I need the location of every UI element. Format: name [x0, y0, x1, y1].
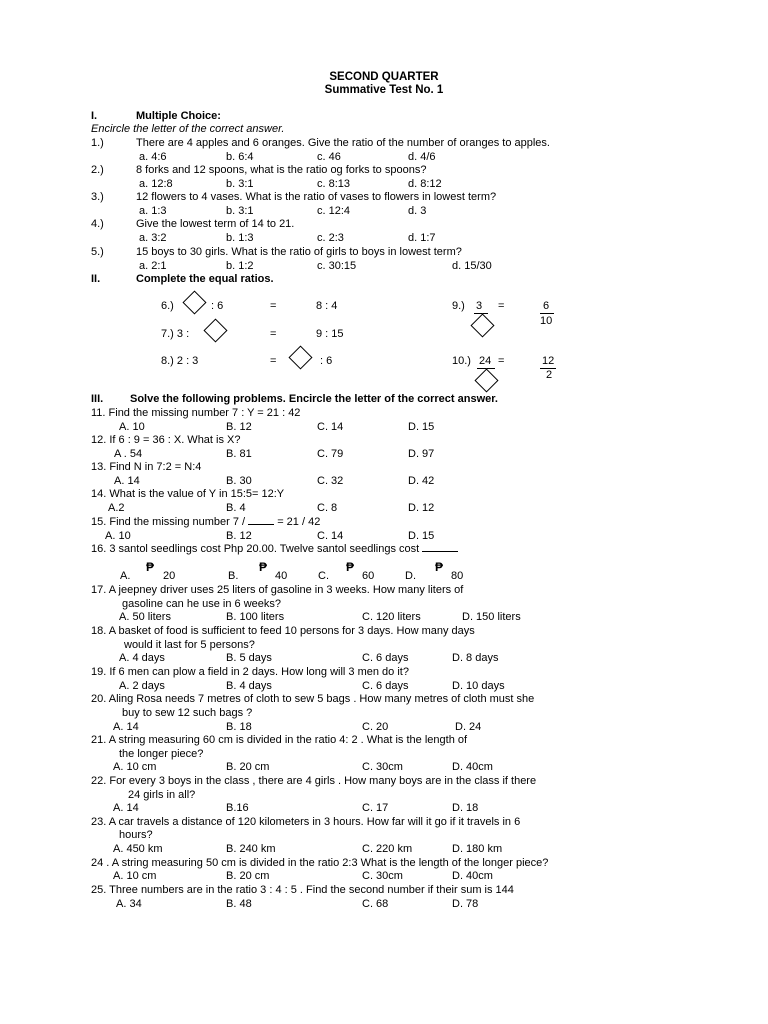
question-text: 25. Three numbers are in the ratio 3 : 4 : 5 . Find the second number if their sum is 144 [91, 884, 514, 896]
question-text-cont: gasoline can he use in 6 weeks? [122, 598, 281, 610]
choice-b[interactable]: B. 4 [226, 502, 246, 514]
answer-box-diamond[interactable] [203, 318, 227, 342]
choice-a[interactable]: A. 450 km [113, 843, 163, 855]
ratio-text: : 6 [320, 355, 333, 367]
choice-d[interactable]: D. 24 [455, 721, 482, 733]
part2-roman: II. [91, 273, 101, 285]
choice-c[interactable]: C. 20 [362, 721, 389, 733]
choice-b[interactable]: B. 48 [226, 898, 252, 910]
choice-a[interactable]: a. 3:2 [139, 232, 167, 244]
question-text: Give the lowest term of 14 to 21. [136, 218, 295, 230]
choice-b[interactable]: b. 6:4 [226, 151, 254, 163]
part1-roman: I. [91, 110, 98, 122]
choice-c[interactable]: C. 220 km [362, 843, 413, 855]
ratio-text: : 6 [211, 300, 224, 312]
item-number: 2.) [91, 164, 104, 176]
choice-c[interactable]: C. 79 [317, 448, 344, 460]
choice-b[interactable]: B. 12 [226, 421, 252, 433]
answer-blank[interactable] [248, 524, 274, 525]
choice-a[interactable]: a. 4:6 [139, 151, 167, 163]
choice-c[interactable]: C. 14 [317, 530, 344, 542]
choice-d-label[interactable]: D. [405, 570, 416, 582]
question-text-cont: 24 girls in all? [128, 789, 196, 801]
equals-sign: = [270, 355, 277, 367]
peso-icon: ₱ [435, 560, 444, 574]
answer-box-diamond[interactable] [288, 345, 312, 369]
peso-icon: ₱ [259, 560, 268, 574]
ratio-text: 9 : 15 [316, 328, 344, 340]
item-number: 10.) [452, 355, 471, 367]
test-title-line2: Summative Test No. 1 [324, 84, 444, 96]
question-text: There are 4 apples and 6 oranges. Give the ratio of the number of oranges to apples. [136, 137, 550, 149]
choice-c[interactable]: C. 68 [362, 898, 389, 910]
choice-a[interactable]: a. 1:3 [139, 205, 167, 217]
choice-a[interactable]: A. 10 [105, 530, 131, 542]
question-text [91, 516, 320, 529]
choice-b[interactable]: B. 81 [226, 448, 252, 460]
test-title-line1: SECOND QUARTER [329, 71, 439, 83]
choice-a[interactable]: A.2 [108, 502, 125, 514]
peso-icon: ₱ [146, 560, 155, 574]
choice-d[interactable]: d. 15/30 [452, 260, 492, 272]
choice-c[interactable]: C. 8 [317, 502, 338, 514]
question-text: 22. For every 3 boys in the class , there are 4 girls . How many boys are in the class if there [91, 775, 537, 787]
question-text: 8 forks and 12 spoons, what is the ratio og forks to spoons? [136, 164, 427, 176]
fraction-numerator: 3 [476, 300, 483, 312]
answer-blank[interactable] [422, 551, 458, 552]
choice-c[interactable]: c. 46 [317, 151, 341, 163]
choice-d[interactable]: D. 15 [408, 530, 435, 542]
item-number: 9.) [452, 300, 465, 312]
question-text: 17. A jeepney driver uses 25 liters of gasoline in 3 weeks. How many liters of [91, 584, 464, 596]
question-text [91, 543, 458, 556]
choice-c[interactable]: C. 6 days [362, 652, 409, 664]
question-text: 24 . A string measuring 50 cm is divided in the ratio 2:3 What is the length of the longer piece? [91, 857, 549, 869]
choice-a[interactable]: A. 14 [113, 802, 139, 814]
choice-a[interactable]: A. 14 [113, 721, 139, 733]
choice-d[interactable]: D. 10 days [452, 680, 505, 692]
ratio-text: 8 : 4 [316, 300, 338, 312]
question-text: 14. What is the value of Y in 15:5= 12:Y [91, 488, 285, 500]
question-text: 13. Find N in 7:2 = N:4 [91, 461, 202, 473]
choice-b[interactable]: B. 4 days [226, 680, 272, 692]
question-text-end: = 21 / 42 [274, 516, 321, 528]
part1-instruction: Encircle the letter of the correct answer. [91, 123, 285, 135]
choice-a[interactable]: A. 2 days [119, 680, 165, 692]
part1-heading: Multiple Choice: [136, 110, 221, 122]
part3-heading: Solve the following problems. Encircle the letter of the correct answer. [130, 393, 498, 405]
fraction-denominator: 2 [546, 369, 553, 381]
question-text: 12. If 6 : 9 = 36 : X. What is X? [91, 434, 241, 446]
choice-a-value: 20 [163, 570, 176, 582]
question-text: 15 boys to 30 girls. What is the ratio of girls to boys in lowest term? [136, 246, 462, 258]
fraction-bar [540, 313, 554, 314]
choice-d[interactable]: D. 42 [408, 475, 435, 487]
choice-c[interactable]: c. 12:4 [317, 205, 351, 217]
equals-sign: = [498, 300, 505, 312]
item-number: 4.) [91, 218, 104, 230]
choice-a[interactable]: a. 12:8 [139, 178, 173, 190]
choice-d[interactable]: D. 97 [408, 448, 435, 460]
choice-d-value: 80 [451, 570, 464, 582]
choice-a[interactable]: A. 34 [116, 898, 142, 910]
choice-a[interactable]: A. 10 cm [113, 870, 157, 882]
choice-c-label[interactable]: C. [318, 570, 329, 582]
equals-sign: = [270, 328, 277, 340]
choice-a-label[interactable]: A. [120, 570, 131, 582]
choice-c[interactable]: C. 30cm [362, 870, 403, 882]
question-text: 21. A string measuring 60 cm is divided in the ratio 4: 2 . What is the length of [91, 734, 468, 746]
choice-b[interactable]: B. 240 km [226, 843, 276, 855]
choice-a[interactable]: A. 50 liters [119, 611, 171, 623]
question-text-start: 16. 3 santol seedlings cost Php 20.00. Twelve santol seedlings cost [91, 543, 423, 555]
choice-d[interactable]: D. 78 [452, 898, 479, 910]
question-text: 18. A basket of food is sufficient to feed 10 persons for 3 days. How many days [91, 625, 475, 637]
equals-sign: = [270, 300, 277, 312]
answer-box-diamond[interactable] [470, 313, 494, 337]
question-text: 19. If 6 men can plow a field in 2 days. How long will 3 men do it? [91, 666, 409, 678]
choice-c-value: 60 [362, 570, 375, 582]
choice-a[interactable]: A. 4 days [119, 652, 165, 664]
part3-roman: III. [91, 393, 104, 405]
choice-b[interactable]: b. 1:3 [226, 232, 254, 244]
choice-a[interactable]: a. 2:1 [139, 260, 167, 272]
choice-d[interactable]: d. 1:7 [408, 232, 436, 244]
choice-c[interactable]: C. 14 [317, 421, 344, 433]
choice-d[interactable]: D. 40cm [452, 761, 493, 773]
question-text: 20. Aling Rosa needs 7 metres of cloth to sew 5 bags . How many metres of cloth must she [91, 693, 535, 705]
choice-b[interactable]: B. 18 [226, 721, 252, 733]
choice-c[interactable]: C. 120 liters [362, 611, 421, 623]
choice-d[interactable]: d. 8:12 [408, 178, 442, 190]
choice-b[interactable]: b. 1:2 [226, 260, 254, 272]
item-number: 1.) [91, 137, 104, 149]
choice-b-label[interactable]: B. [228, 570, 239, 582]
choice-b[interactable]: B. 20 cm [226, 870, 270, 882]
item-number: 5.) [91, 246, 104, 258]
choice-d[interactable]: D. 180 km [452, 843, 503, 855]
item-number: 7.) 3 : [161, 328, 190, 340]
choice-c[interactable]: c. 2:3 [317, 232, 344, 244]
item-number: 3.) [91, 191, 104, 203]
choice-a[interactable]: A . 54 [114, 448, 143, 460]
choice-b[interactable]: B. 20 cm [226, 761, 270, 773]
choice-c[interactable]: C. 6 days [362, 680, 409, 692]
fraction-denominator: 10 [540, 315, 553, 327]
part2-heading: Complete the equal ratios. [136, 273, 274, 285]
question-text-cont: hours? [119, 829, 153, 841]
question-text-cont: would it last for 5 persons? [124, 639, 255, 651]
peso-icon: ₱ [346, 560, 355, 574]
choice-b[interactable]: B. 12 [226, 530, 252, 542]
choice-a[interactable]: A. 14 [114, 475, 140, 487]
fraction-numerator: 6 [543, 300, 550, 312]
choice-d[interactable]: d. 3 [408, 205, 427, 217]
item-number: 6.) [161, 300, 174, 312]
equals-sign: = [498, 355, 505, 367]
fraction-numerator: 12 [542, 355, 555, 367]
fraction-numerator: 24 [479, 355, 492, 367]
question-text: 11. Find the missing number 7 : Y = 21 : 42 [91, 407, 301, 419]
choice-b[interactable]: B. 30 [226, 475, 252, 487]
choice-c[interactable]: C. 17 [362, 802, 389, 814]
choice-d[interactable]: D. 12 [408, 502, 435, 514]
choice-b[interactable]: b. 3:1 [226, 178, 254, 190]
choice-d[interactable]: D. 8 days [452, 652, 499, 664]
choice-c[interactable]: C. 30cm [362, 761, 403, 773]
question-text: 12 flowers to 4 vases. What is the ratio of vases to flowers in lowest term? [136, 191, 497, 203]
answer-box-diamond[interactable] [182, 290, 206, 314]
question-text-cont: buy to sew 12 such bags ? [122, 707, 253, 719]
choice-a[interactable]: A. 10 [119, 421, 145, 433]
question-text-start: 15. Find the missing number 7 / [91, 516, 249, 528]
choice-b[interactable]: B.16 [226, 802, 249, 814]
choice-b[interactable]: B. 100 liters [226, 611, 285, 623]
choice-c[interactable]: C. 32 [317, 475, 344, 487]
choice-d[interactable]: d. 4/6 [408, 151, 436, 163]
choice-d[interactable]: D. 15 [408, 421, 435, 433]
question-text-cont: the longer piece? [119, 748, 204, 760]
choice-c[interactable]: c. 30:15 [317, 260, 357, 272]
choice-d[interactable]: D. 150 liters [462, 611, 521, 623]
answer-box-diamond[interactable] [474, 368, 498, 392]
question-text: 23. A car travels a distance of 120 kilometers in 3 hours. How far will it go if it travels in 6 [91, 816, 521, 828]
choice-d[interactable]: D. 40cm [452, 870, 493, 882]
choice-b[interactable]: b. 3:1 [226, 205, 254, 217]
choice-d[interactable]: D. 18 [452, 802, 479, 814]
choice-b-value: 40 [275, 570, 288, 582]
item-number: 8.) 2 : 3 [161, 355, 199, 367]
choice-c[interactable]: c. 8:13 [317, 178, 351, 190]
choice-a[interactable]: A. 10 cm [113, 761, 157, 773]
choice-b[interactable]: B. 5 days [226, 652, 272, 664]
